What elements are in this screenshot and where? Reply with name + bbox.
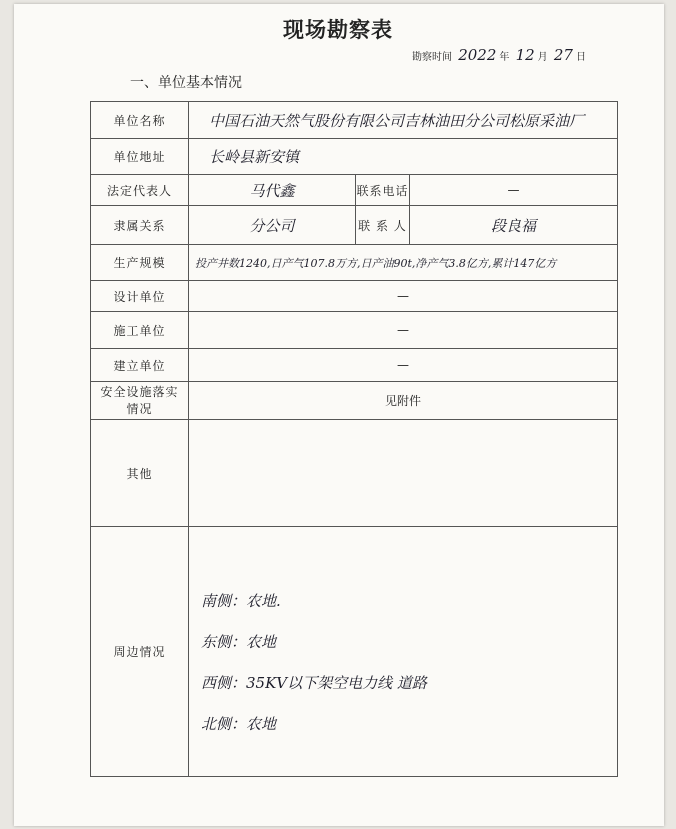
table-row <box>91 312 618 349</box>
table-row <box>91 175 618 206</box>
phone-value <box>410 175 618 206</box>
scale-value <box>189 245 618 281</box>
section-heading: 一、单位基本情况 <box>130 75 242 91</box>
surroundings-list <box>193 550 613 734</box>
survey-month: 12 <box>515 46 535 64</box>
design-value <box>189 281 618 312</box>
surroundings-west: 西侧：35KV以下架空电力线 道路 <box>201 673 427 692</box>
contact-text: 段良福 <box>491 216 537 235</box>
legal-rep-text: 马代鑫 <box>249 181 295 200</box>
design-label: 设计单位 <box>91 281 189 312</box>
surroundings-east: 东侧：农地 <box>201 632 277 651</box>
legal-rep-label: 法定代表人 <box>91 175 189 206</box>
legal-rep-value <box>189 175 356 206</box>
safety-value <box>189 382 618 420</box>
survey-form-table <box>90 101 618 777</box>
surroundings-north: 北侧：农地 <box>201 714 277 733</box>
address-label: 单位地址 <box>91 139 189 175</box>
surroundings-label: 周边情况 <box>91 527 189 777</box>
document-title: 现场勘察表 <box>283 17 393 42</box>
other-value <box>189 420 618 527</box>
affiliation-text: 分公司 <box>249 216 295 235</box>
table-row <box>91 349 618 382</box>
phone-label: 联系电话 <box>356 175 410 206</box>
supervision-label: 建立单位 <box>91 349 189 382</box>
survey-day: 27 <box>553 46 573 64</box>
scale-text: 投产井数1240,日产气107.8万方,日产油90t,净产气3.8亿方,累计147亿方 <box>195 256 557 270</box>
survey-date-label: 勘察时间 <box>412 52 452 63</box>
contact-label: 联 系 人 <box>356 206 410 245</box>
unit-name-label: 单位名称 <box>91 102 189 139</box>
construction-label: 施工单位 <box>91 312 189 349</box>
table-row <box>91 527 618 777</box>
contact-value <box>410 206 618 245</box>
table-row <box>91 102 618 139</box>
safety-text: 见附件 <box>385 394 422 408</box>
design-text: — <box>397 289 410 303</box>
table-row <box>91 382 618 420</box>
day-unit: 日 <box>575 52 586 63</box>
unit-name-value <box>189 102 618 139</box>
construction-value <box>189 312 618 349</box>
affiliation-value <box>189 206 356 245</box>
phone-text: — <box>507 183 520 197</box>
survey-date <box>412 46 586 64</box>
unit-name-text: 中国石油天然气股份有限公司吉林油田分公司松原采油厂 <box>209 111 585 130</box>
table-row <box>91 245 618 281</box>
survey-year: 2022 <box>458 46 497 64</box>
year-unit: 年 <box>499 52 510 63</box>
address-text: 长岭县新安镇 <box>209 148 300 166</box>
address-value <box>189 139 618 175</box>
affiliation-label: 隶属关系 <box>91 206 189 245</box>
supervision-value <box>189 349 618 382</box>
safety-label: 安全设施落实情况 <box>91 382 189 420</box>
construction-text: — <box>397 323 410 337</box>
table-row <box>91 420 618 527</box>
supervision-text: — <box>397 358 410 372</box>
table-row <box>91 206 618 245</box>
month-unit: 月 <box>537 52 548 63</box>
scale-label: 生产规模 <box>91 245 189 281</box>
surroundings-value <box>189 527 618 777</box>
other-label: 其他 <box>91 420 189 527</box>
table-row <box>91 139 618 175</box>
table-row <box>91 281 618 312</box>
surroundings-south: 南侧：农地. <box>201 591 281 610</box>
